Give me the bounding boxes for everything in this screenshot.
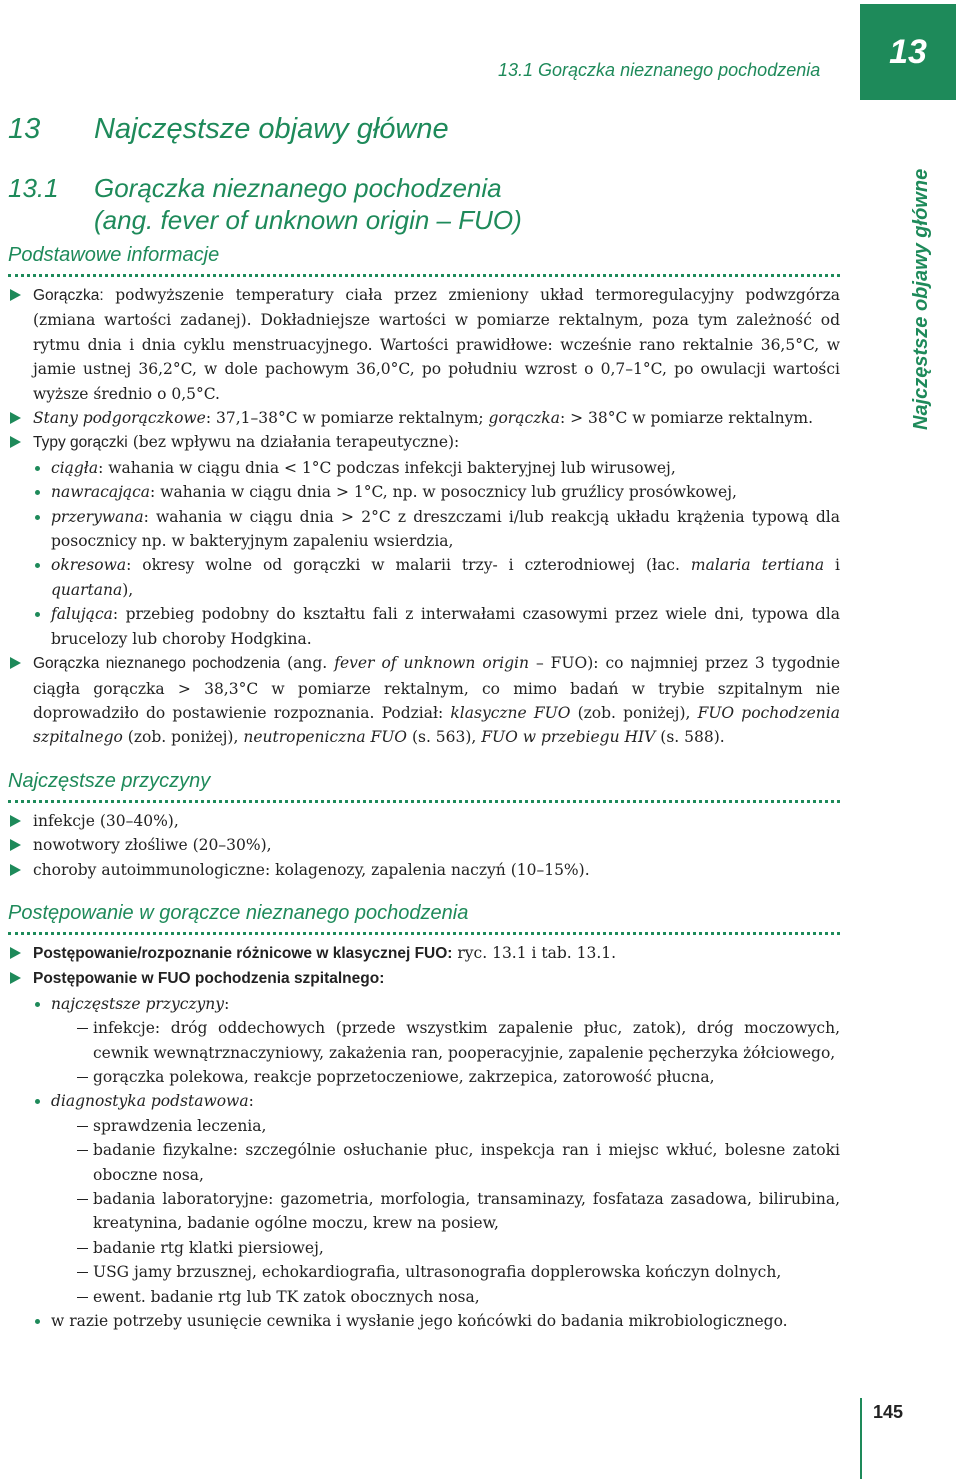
fuo-text: (zob. poniżej), <box>570 703 698 722</box>
fuo-type: klasyczne FUO <box>450 703 571 722</box>
section-heading <box>8 172 840 236</box>
dot-bullet-icon <box>35 1319 40 1324</box>
term-stany: Stany podgorączkowe <box>33 409 206 428</box>
type-text: : wahania w ciągu dnia > 2°C z dreszczami i/lub reakcją układu krążenia typową dla posocznicy np. w bakteryjnym zapaleniu wsierdzia, <box>51 507 840 551</box>
page-number-rule <box>860 1398 862 1479</box>
causes-sublist <box>33 1016 840 1089</box>
list-item <box>8 833 840 857</box>
fever-types-list <box>33 456 840 651</box>
term-hospital-fuo: Postępowanie w FUO pochodzenia szpitalnego: <box>33 970 385 988</box>
list-item <box>33 1260 840 1284</box>
list-item <box>33 1285 840 1309</box>
list-item <box>33 480 840 504</box>
type-text: : wahania w ciągu dnia < 1°C podczas infekcji bakteryjnej lub wirusowej, <box>98 458 676 477</box>
section-number: 13.1 <box>8 173 59 203</box>
term-classic-fuo: Postępowanie/rozpoznanie różnicowe w klasycznej FUO: <box>33 944 453 962</box>
side-chapter-title: Najczęstsze objawy główne <box>910 168 932 430</box>
diag-item: badanie rtg klatki piersiowej, <box>93 1238 324 1257</box>
type-term: przerywana <box>51 507 144 526</box>
type-term: okresowa <box>51 556 127 575</box>
dot-bullet-icon <box>35 490 40 495</box>
dot-bullet-icon <box>35 515 40 520</box>
subheading-causes: Najczęstsze przyczyny <box>8 768 840 803</box>
text-stany: : 37,1–38°C w pomiarze rektalnym; <box>205 409 489 428</box>
text-goraczka: podwyższenie temperatury ciała przez zmieniony układ termoregulacyjny podwzgórza (zmiana wartości zadanej). Dokładniejsze wartości w pomiarze rektalnym, poza tym zależność od rytmu dnia i dnia cyklu menstruacyjnego. Wartości prawidłowe: wcześnie rano rektalnie 36,5°C, w jamie ustnej 36,2°C, w dole pachowym 36,0°C, po południu wzrost o 0,7–1°C, po owulacji wartości wyższe średnio o 0,5°C. <box>33 286 840 403</box>
list-item-goraczka <box>8 283 840 406</box>
fuo-text: – FUO): co najmniej przez 3 tygodnie ciągła gorączka > 38,3°C w pomiarze rektalnym, co mimo badań w trybie szpitalnym nie doprowadziło do postawienie rozpoznania. Podział: <box>33 654 841 722</box>
list-item <box>8 809 840 833</box>
fuo-type: FUO w przebiegu HIV <box>481 728 656 747</box>
subheading-basic-info: Podstawowe informacje <box>8 242 840 277</box>
dash-bullet-icon <box>77 1028 88 1029</box>
page-number: 145 <box>873 1402 904 1422</box>
diag-item: USG jamy brzusznej, echokardiografia, ultrasonografia dopplerowska kończyn dolnych, <box>93 1263 782 1282</box>
list-item-typy <box>8 430 840 651</box>
triangle-bullet-icon <box>10 412 21 424</box>
type-term: falująca <box>51 605 113 624</box>
type-term: nawracająca <box>51 483 151 502</box>
list-item-fuo <box>8 651 840 750</box>
fuo-text: (s. 563), <box>407 728 482 747</box>
section-title-line1: Gorączka nieznanego pochodzenia <box>94 173 502 203</box>
diag-item: ewent. badanie rtg lub TK zatok obocznych nosa, <box>93 1287 480 1306</box>
dash-bullet-icon <box>77 1126 88 1127</box>
cause-text: nowotwory złośliwe (20–30%), <box>33 836 272 855</box>
list-item <box>33 456 840 480</box>
list-item-catheter <box>33 1309 840 1333</box>
subheading-procedure: Postępowanie w gorączce nieznanego pochodzenia <box>8 900 840 935</box>
term-goraczka: Gorączka: <box>33 287 104 304</box>
list-item <box>33 1236 840 1260</box>
list-item <box>33 602 840 651</box>
dot-bullet-icon <box>35 612 40 617</box>
term-typy: Typy gorączki <box>33 434 128 452</box>
cause-text: infekcje (30–40%), <box>33 811 179 830</box>
triangle-bullet-icon <box>10 657 21 669</box>
cause-text: choroby autoimmunologiczne: kolagenozy, zapalenia naczyń (10–15%). <box>33 860 590 879</box>
list-item <box>33 1065 840 1089</box>
classic-fuo-text: ryc. 13.1 i tab. 13.1. <box>452 943 617 962</box>
type-text: i <box>824 556 841 575</box>
dash-bullet-icon <box>77 1297 88 1298</box>
triangle-bullet-icon <box>10 839 21 851</box>
list-item <box>33 553 840 602</box>
type-term: ciągła <box>51 458 99 477</box>
latin-term: quartana <box>51 580 123 599</box>
diagnostics-sublist <box>33 1114 840 1309</box>
list-item-classic-fuo <box>8 941 840 966</box>
list-item <box>33 1187 840 1236</box>
triangle-bullet-icon <box>10 815 21 827</box>
list-item-causes <box>33 992 840 1090</box>
text-goraczka-2: : > 38°C w pomiarze rektalnym. <box>559 409 814 428</box>
triangle-bullet-icon <box>10 436 21 448</box>
cause-item: infekcje: dróg oddechowych (przede wszystkim zapalenie płuc, zatok), dróg moczowych, cewnik wewnątrznaczyniowy, zakażenia ran, pooperacyjnie, zapalenie pęcherzyka żółciowego, <box>93 1019 840 1062</box>
dot-bullet-icon <box>35 1002 40 1007</box>
fuo-type: FUO pochodzenia szpitalnego <box>33 703 840 747</box>
triangle-bullet-icon <box>10 864 21 876</box>
chapter-number: 13 <box>8 113 41 145</box>
list-item <box>8 858 840 882</box>
dash-bullet-icon <box>77 1272 88 1273</box>
list-item-hospital-fuo <box>8 966 840 1333</box>
type-text: : okresy wolne od gorączki w malarii trzy- i czterodniowej (łac. <box>126 556 691 575</box>
triangle-bullet-icon <box>10 289 21 301</box>
list-item <box>33 1016 840 1065</box>
diag-colon: : <box>248 1092 254 1111</box>
chapter-title: Najczęstsze objawy główne <box>94 113 449 145</box>
text-typy: (bez wpływu na działania terapeutyczne): <box>127 433 460 452</box>
type-text: : przebieg podobny do kształtu fali z interwałami czasowymi przez wiele dni, typowa dla brucelozy lub choroby Hodgkina. <box>51 605 840 648</box>
section-title <box>94 172 522 236</box>
causes-list <box>8 809 840 882</box>
causes-label: najczęstsze przyczyny <box>51 994 225 1013</box>
list-item <box>33 505 840 554</box>
term-fuo: Gorączka nieznanego pochodzenia <box>33 655 281 673</box>
diag-item: badania laboratoryjne: gazometria, morfologia, transaminazy, fosfataza zasadowa, bilirubina, kreatynina, badanie ogólne moczu, krew na posiew, <box>93 1190 840 1233</box>
fuo-type: neutropeniczna FUO <box>243 728 408 747</box>
type-text: : wahania w ciągu dnia > 1°C, np. w posocznicy lub gruźlicy prosówkowej, <box>150 483 737 502</box>
hospital-fuo-list <box>33 992 840 1334</box>
dot-bullet-icon <box>35 1099 40 1104</box>
running-head: 13.1 Gorączka nieznanego pochodzenia <box>498 60 821 80</box>
dash-bullet-icon <box>77 1248 88 1249</box>
dash-bullet-icon <box>77 1199 88 1200</box>
main-content <box>8 112 840 1333</box>
dash-bullet-icon <box>77 1150 88 1151</box>
dot-bullet-icon <box>35 563 40 568</box>
latin-term: malaria tertiana <box>690 556 825 575</box>
dash-bullet-icon <box>77 1077 88 1078</box>
list-item <box>33 1114 840 1138</box>
section-title-line2: (ang. fever of unknown origin – FUO) <box>94 205 522 235</box>
list-item <box>33 1138 840 1187</box>
diag-item: badanie fizykalne: szczególnie osłuchanie płuc, inspekcja ran i miejsc wkłuć, bolesne zatoki oboczne nosa, <box>93 1141 840 1184</box>
list-item-diagnostics <box>33 1089 840 1309</box>
fuo-text: (ang. <box>280 654 335 673</box>
fuo-english: fever of unknown origin <box>334 654 529 673</box>
catheter-text: w razie potrzeby usunięcie cewnika i wysłanie jego końcówki do badania mikrobiologicznego. <box>51 1312 788 1331</box>
triangle-bullet-icon <box>10 972 21 984</box>
procedure-list <box>8 941 840 1334</box>
basic-info-list <box>8 283 840 750</box>
cause-item: gorączka polekowa, reakcje poprzetoczeniowe, zakrzepica, zatorowość płucna, <box>93 1067 715 1086</box>
diag-item: sprawdzenia leczenia, <box>93 1116 267 1135</box>
chapter-tab: 13 <box>860 4 956 100</box>
diag-label: diagnostyka podstawowa <box>51 1092 249 1111</box>
fuo-text: (s. 588). <box>655 728 725 747</box>
fuo-text: (zob. poniżej), <box>122 728 244 747</box>
chapter-heading <box>8 112 840 146</box>
triangle-bullet-icon <box>10 947 21 959</box>
type-text: ), <box>122 580 134 599</box>
dot-bullet-icon <box>35 466 40 471</box>
causes-colon: : <box>224 994 230 1013</box>
term-goraczka-2: gorączka <box>488 409 560 428</box>
list-item-stany <box>8 406 840 430</box>
